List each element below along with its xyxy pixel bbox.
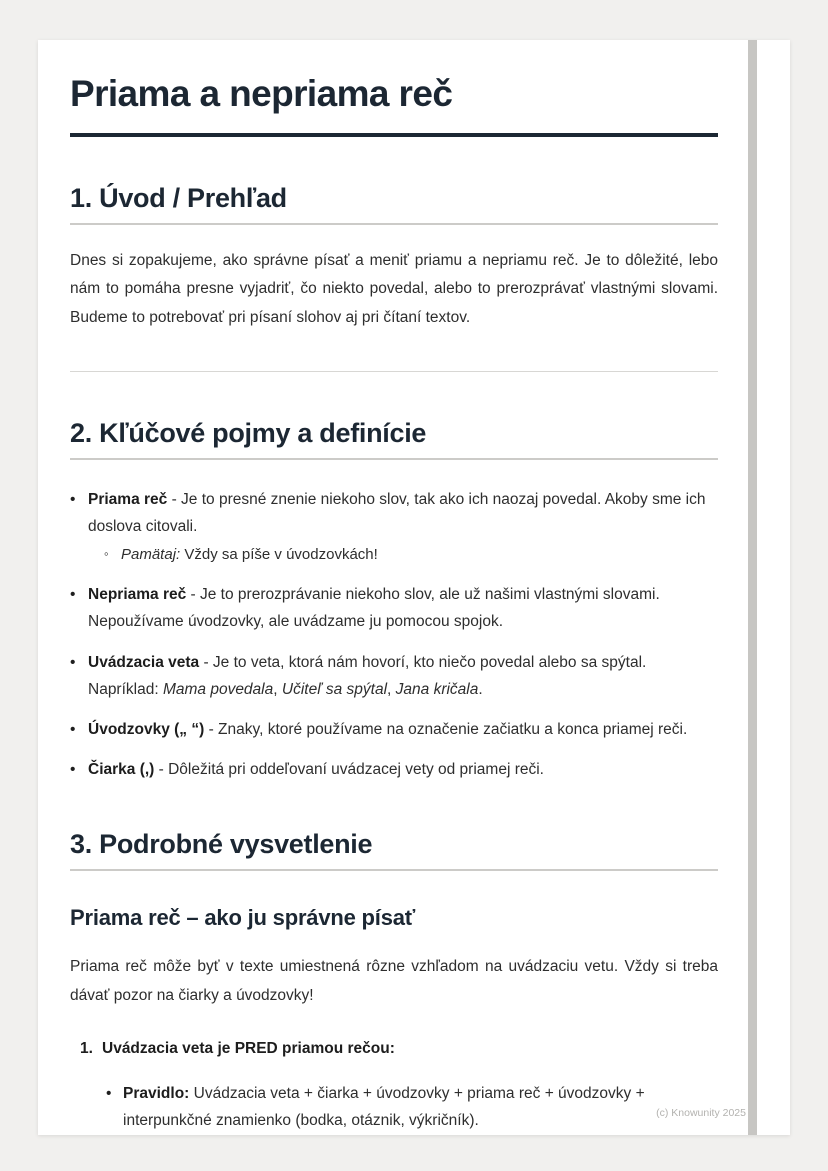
bullet-icon: • bbox=[70, 760, 76, 778]
rule-text: Uvádzacia veta + čiarka + úvodzovky + priama reč + úvodzovky + interpunkčné znamienko (bodka, otáznik, výkričník). bbox=[123, 1084, 645, 1130]
bullet-icon: • bbox=[106, 1084, 112, 1102]
list-item bbox=[70, 716, 718, 743]
list-number: 1. bbox=[80, 1039, 93, 1057]
bullet-icon: • bbox=[70, 490, 76, 508]
bullet-icon: • bbox=[70, 586, 76, 604]
rule-label: Pravidlo: bbox=[123, 1084, 190, 1102]
inner-list-item bbox=[106, 1080, 718, 1134]
list-item-text bbox=[88, 649, 718, 703]
page-title: Priama a nepriama reč bbox=[70, 73, 453, 114]
term-nepriama-rec: Nepriama reč bbox=[88, 586, 187, 604]
list-item bbox=[70, 581, 718, 635]
section-3-heading: 3. Podrobné vysvetlenie bbox=[70, 829, 718, 871]
note-text: Vždy sa píše v úvodzovkách! bbox=[180, 546, 378, 564]
term-ciarka: Čiarka (,) bbox=[88, 760, 155, 778]
ordered-list-item bbox=[80, 1035, 718, 1062]
term-description: - Je to presné znenie niekoho slov, tak ako ich naozaj povedal. Akoby sme ich doslova citovali. bbox=[88, 490, 706, 535]
sentence-end: . bbox=[478, 680, 483, 698]
ordered-item-text: Uvádzacia veta je PRED priamou rečou: bbox=[102, 1039, 395, 1057]
section-divider bbox=[70, 371, 718, 372]
term-description: - Je to prerozprávanie niekoho slov, ale už našimi vlastnými slovami. Nepoužívame úvodzovky, ale uvádzame ju pomocou spojok. bbox=[88, 586, 660, 631]
section-2-heading: 2. Kľúčové pojmy a definície bbox=[70, 418, 718, 460]
section-1-paragraph: Dnes si zopakujeme, ako správne písať a meniť priamu a nepriamu reč. Je to dôležité, lebo nám to pomáha presne vyjadriť, čo niekto povedal, alebo to prerozprávať vlastnými slovami. Budeme to potrebovať pri písaní slohov aj pri čítaní textov. bbox=[70, 251, 718, 327]
watermark: (c) Knowunity 2025 bbox=[656, 1107, 746, 1119]
title-underline bbox=[70, 133, 718, 137]
circle-bullet-icon: ◦ bbox=[104, 546, 109, 562]
list-item bbox=[70, 756, 718, 783]
sub-item-text bbox=[121, 542, 718, 568]
sub-list-item bbox=[104, 542, 718, 568]
bullet-icon: • bbox=[70, 653, 76, 671]
section-1-heading: 1. Úvod / Prehľad bbox=[70, 183, 718, 225]
section-3-paragraph: Priama reč môže byť v texte umiestnená rôzne vzhľadom na uvádzaciu vetu. Vždy si treba dávať pozor na čiarky a úvodzovky! bbox=[70, 958, 718, 1005]
example-1: Mama povedala bbox=[162, 680, 274, 698]
list-item-text bbox=[88, 486, 718, 569]
page-content bbox=[70, 40, 718, 1134]
sub-list bbox=[88, 542, 718, 568]
document-page bbox=[38, 40, 790, 1135]
list-item-text bbox=[88, 756, 718, 783]
bullet-icon: • bbox=[70, 720, 76, 738]
definitions-list bbox=[70, 486, 718, 783]
term-uvadzacia-veta: Uvádzacia veta bbox=[88, 653, 200, 671]
term-uvodzovky: Úvodzovky („ “) bbox=[88, 720, 205, 738]
example-3: Jana kričala bbox=[395, 680, 479, 698]
list-item-text bbox=[88, 716, 718, 743]
ordered-list bbox=[70, 1035, 718, 1134]
list-item-text bbox=[88, 581, 718, 635]
list-item bbox=[70, 486, 718, 569]
example-2: Učiteľ sa spýtal bbox=[281, 680, 388, 698]
term-description: - Je to veta, ktorá nám hovorí, kto niečo povedal alebo sa spýtal. Napríklad: bbox=[88, 653, 647, 698]
note-label: Pamätaj: bbox=[121, 546, 181, 564]
term-priama-rec: Priama reč bbox=[88, 490, 168, 508]
section-3-subheading: Priama reč – ako ju správne písať bbox=[70, 905, 416, 931]
term-description: - Znaky, ktoré používame na označenie začiatku a konca priamej reči. bbox=[204, 720, 688, 738]
term-description: - Dôležitá pri oddeľovaní uvádzacej vety od priamej reči. bbox=[154, 760, 544, 778]
inner-list bbox=[106, 1080, 718, 1134]
separator: , bbox=[273, 680, 282, 698]
inner-item-text bbox=[123, 1080, 718, 1134]
list-item bbox=[70, 649, 718, 703]
scrollbar[interactable] bbox=[748, 40, 757, 1135]
separator: , bbox=[387, 680, 396, 698]
